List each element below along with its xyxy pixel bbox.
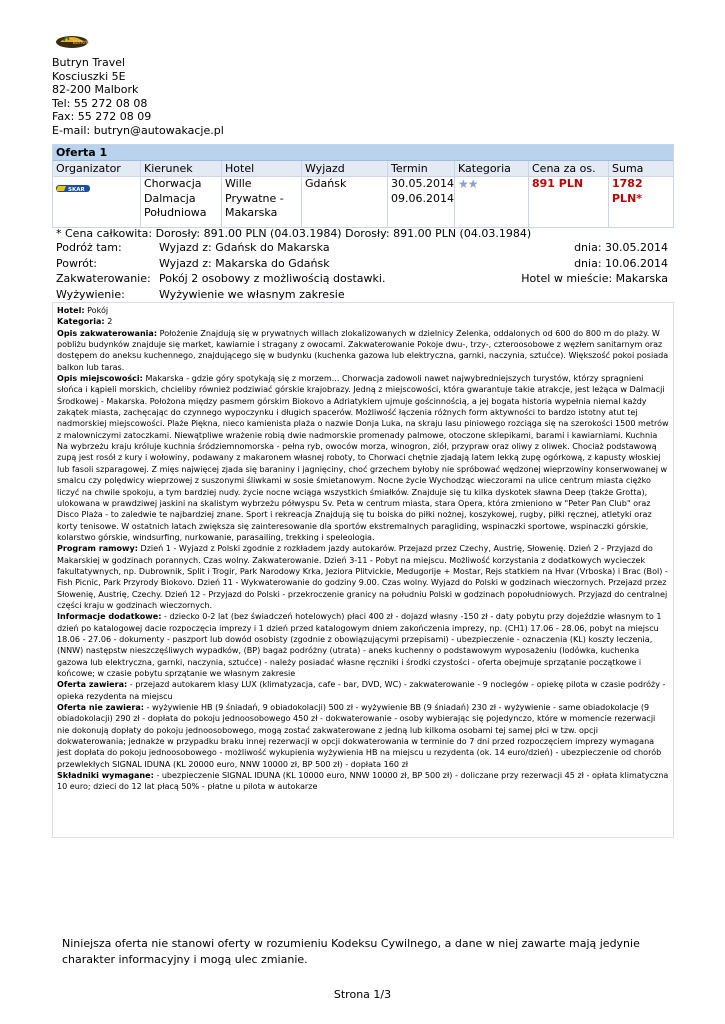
hotel-cell: [221, 177, 301, 227]
agency-fax: Fax: 55 272 08 09: [52, 110, 152, 124]
detail-category: [57, 316, 669, 327]
outbound-row: [56, 240, 668, 256]
header-term: Termin: [387, 161, 454, 177]
hotel-line: Wille: [225, 177, 252, 190]
hotel-line: Makarska: [225, 206, 278, 219]
page-number: Strona 1/3: [333, 988, 392, 1001]
detail-includes: [57, 679, 669, 702]
return-row: [56, 256, 668, 272]
detail-additional-label: Informacje dodatkowe:: [57, 612, 162, 622]
detail-category-label: Kategoria:: [57, 317, 105, 327]
return-value: Wyjazd z: Makarska do Gdańsk: [159, 256, 330, 270]
detail-includes-label: Oferta zawiera:: [57, 680, 128, 690]
agency-email: E-mail: butryn@autowakacje.pl: [52, 123, 224, 137]
direction-line: Chorwacja: [144, 177, 202, 190]
agency-city: 82-200 Malbork: [52, 83, 139, 97]
trip-info: [56, 240, 668, 302]
outbound-label: Podróż tam:: [56, 241, 122, 254]
return-date: dnia: 10.06.2014: [574, 256, 668, 270]
direction-line: Południowa: [144, 206, 207, 219]
agency-contact: [52, 56, 224, 138]
butryn-travel-logo: [54, 30, 90, 50]
detail-accommodation-text: Położenie Znajdują się w prywatnych willach zlokalizowanych w dzielnicy Zelenka, oddalonych od 600 do 800 m do plaży. W pobliżu budynków znajduje się market, kawiarnie i stragany z owocami. Zakwaterowanie Pokoje dwu-, trzy-, czteroosobowe z węzłem sanitarnym oraz dostępem do aneksu kuchennego, znajdującego się w budynku (kuchenka gazowa lub elektryczna, garnki, naczynia, sztućce). Większość pokoi posiada balkon lub taras.: [57, 328, 669, 372]
board-row: [56, 287, 668, 303]
accommodation-label: Zakwaterowanie:: [56, 272, 151, 285]
detail-accommodation: [57, 328, 669, 373]
agency-name: Butryn Travel: [52, 56, 126, 69]
board-label: Wyżywienie:: [56, 287, 125, 301]
detail-additional: [57, 611, 669, 679]
category-cell: [454, 177, 528, 227]
detail-accommodation-label: Opis zakwaterowania:: [57, 328, 158, 338]
header-departure: Wyjazd: [301, 161, 387, 177]
offer-table-header: [53, 161, 673, 177]
hotel-line: Prywatne -: [225, 191, 284, 205]
offer-row: [53, 177, 673, 227]
detail-hotel-label: Hotel:: [57, 306, 85, 315]
organizer-cell: [53, 177, 140, 227]
outbound-date: dnia: 30.05.2014: [574, 241, 668, 254]
category-stars-icon: ★★: [458, 177, 478, 191]
detail-hotel-value: Pokój: [84, 306, 109, 315]
departure-city: Gdańsk: [305, 177, 347, 190]
total-price-breakdown: * Cena całkowita: Dorosły: 891.00 PLN (04.03.1984) Dorosły: 891.00 PLN (04.03.1984): [56, 227, 532, 240]
detail-mandatory: [57, 770, 669, 793]
header-direction: Kierunek: [140, 161, 221, 177]
term-start-date: 30.05.2014: [391, 177, 454, 190]
offer-details: [52, 302, 674, 838]
detail-program: [57, 543, 669, 611]
agency-phone: Tel: 55 272 08 08: [52, 96, 148, 110]
detail-place-text: Makarska - gdzie góry spotykają się z morzem... Chorwacja zadowoli nawet najwybredniejszych turystów, którzy spragnieni słońca i kąpieli morskich, chcieliby również podziwiać górskie krajobrazy. Jedną z miejscowości, która gwarantuje takie atrakcje, jest leżąca w Dalmacji Środkowej - Makarska. Położona między pasmem górskim Biokovo a Adriatykiem ujmuje gościnnością, a jej bogata historia wypełnia niemal każdy zakątek miasta, zachęcając do czynnego wypoczynku i długich spacerów. Możliwość łączenia różnych form aktywności to bardzo istotny atut tej nadmorskiej miejscowości. Plaże Piękna, nieco kamienista plaża o nazwie Donja Luka, na skraju lasu piniowego rozciąga się na szerokości 1500 metrów z malowniczymi zatoczkami. Niewątpliwe wrażenie robią dwie nadmorskie promenady palmowe, otoczone sklepikami, barami i kawiarniami. Kuchnia Na wybrzeżu kraju króluje kuchnia śródziemnomorska - pełna ryb, owoców morza, winogron, ziół, przypraw oraz oliwy z oliwek. Chociaż podstawową zupą jest rosół z kury i wołowiny, podawany z makaronem własnej roboty, to Chorwaci chętnie zjadają latem lekką zupę ogórkową, z kapusty włoskiej lub fasoli szparagowej. Z mięs najwięcej zjada się baraniny i jagnięciny, choć grzechem byłoby nie spróbować wędzonej wieprzowiny konserwowanej w smalcu czy polędwicy wieprzowej z suszonymi śliwkami w sosie śmietanowym. Nocne życie Wychodząc wieczorami na ulice centrum miasta ciężko liczyć na chwile spokoju, a tym bardziej nudy. życie nocne wciąga wszystkich śmiałków. Znajduje się tu kilka dyskotek sławna Deep (także Grotta), ulokowana w prawdziwej jaskini na skalistym wybrzeżu półwyspu Sv. Peta w centrum miasta, stara Opera, która zmieniono w "Peter Pan Club" oraz Disco Plaża - to zaledwie te najbardziej znane. Sport i rekreacja Znajdują się tu boiska do piłki nożnej, koszykowej, rugby, piłki ręcznej, atletyki oraz korty tenisowe. W ostatnich latach zwiększa się zainteresowanie dla sportów ekstremalnych paragliding, wspinaczki sportowe, wspinaczki górskie, kolarstwo górskie, windsurfing, nurkowanie, parasailing, trekking i speleologia.: [57, 374, 669, 542]
departure-cell: [301, 177, 387, 227]
detail-place: [57, 373, 669, 543]
svg-text:SKAR: SKAR: [68, 187, 85, 193]
detail-mandatory-label: Składniki wymagane:: [57, 771, 154, 781]
header-price-per-person: Cena za os.: [528, 161, 608, 177]
accommodation-row: [56, 271, 668, 287]
outbound-value: Wyjazd z: Gdańsk do Makarska: [159, 241, 330, 254]
accommodation-value: Pokój 2 osobowy z możliwością dostawki.: [159, 272, 386, 285]
svg-text:BUTRYN: BUTRYN: [73, 40, 90, 45]
return-label: Powrót:: [56, 256, 97, 270]
detail-category-value: 2: [104, 317, 113, 327]
detail-mandatory-text: - ubezpieczenie SIGNAL IDUNA (KL 10000 euro, NNW 10000 zł, BP 500 zł) - doliczane przy rezerwacji 45 zł - opłata klimatyczna 10 euro; dzieci do 12 lat płacą 50% - płatne u pilota w autokarze: [57, 771, 669, 792]
direction-cell: [140, 177, 221, 227]
board-value: Wyżywienie we własnym zakresie: [159, 287, 345, 301]
detail-excludes: [57, 702, 669, 770]
offer-title: Oferta 1: [53, 145, 673, 161]
detail-program-text: Dzień 1 - Wyjazd z Polski zgodnie z rozkładem jazdy autokarów. Przejazd przez Czechy, Austrię, Słowenię. Dzień 2 - Przyjazd do Makarskiej w godzinach porannych. Czas wolny. Zakwaterowanie. Dzień 3-11 - Pobyt na miejscu. Możliwość korzystania z dodatkowych wycieczek fakultatywnych, np. Dubrownik, Split i Trogir, Park Narodowy Krka, Jeziora Plitvickie, Medugorije + Mostar, Rejs statkiem na Hvar (Vrboska) i Brac (Bol) - Fish Picnic, Park Przyrody Biokovo. Dzień 11 - Wykwaterowanie do godziny 9.00. Czas wolny. Wyjazd do Polski w godzinach wieczornych. Przejazd przez Słowenię, Austrię, Czechy. Dzień 12 - Przyjazd do Polski - przekroczenie granicy na południu Polski w godzinach popołudniowych. Przyjazd do centralnej części kraju w godzinach wieczornych.: [57, 544, 668, 610]
term-end-date: 09.06.2014: [391, 191, 454, 205]
term-cell: [387, 177, 454, 227]
price-per-person: 891 PLN: [532, 177, 584, 190]
disclaimer: Niniejsza oferta nie stanowi oferty w rozumieniu Kodeksu Cywilnego, a dane w niej zawarte mają jedynie charakter informacyjny i mogą ulec zmianie.: [62, 937, 640, 966]
detail-excludes-label: Oferta nie zawiera:: [57, 703, 144, 713]
header-total: Suma: [608, 161, 673, 177]
detail-includes-text: - przejazd autokarem klasy LUX (klimatyzacja, cafe - bar, DVD, WC) - zakwaterowanie - 9 noclegów - opiekę pilota w czasie podróży - opieka rezydenta na miejscu: [57, 680, 666, 701]
header-category: Kategoria: [454, 161, 528, 177]
total-cell: [608, 177, 673, 227]
price-cell: [528, 177, 608, 227]
agency-street: Kosciuszki 5E: [52, 69, 126, 83]
detail-program-label: Program ramowy:: [57, 544, 138, 554]
header-hotel: Hotel: [221, 161, 301, 177]
offer-table: [52, 144, 674, 228]
detail-additional-text: - dziecko 0-2 lat (bez świadczeń hotelowych) płaci 400 zł - dojazd własny -150 zł - daty pobytu przy dojeździe własnym to 1 dzień po katalogowej dacie rozpoczęcia imprezy i 1 dzień przed katalogowym dniem zakończenia imprezy, np. (CH1) 17.06 - 28.06, pobyt na miejscu 18.06 - 27.06 - dokumenty - paszport lub dowód osobisty (zgodnie z obowiązującymi przepisami) - ubezpieczenie - oznaczenia (KL) koszty leczenia, (NNW) następstw nieszczęśliwych wypadków, (BP) bagaż podróżny (utrata) - aneks kuchenny o podstawowym wyposażeniu (lodówka, kuchenka gazowa lub elektryczna, garnki, naczynia, sztućce) - należy posiadać własne ręczniki i środki czystości - oferta obejmuje sprzątanie początkowe i końcowe; w czasie pobytu sprzątanie we własnym zakresie: [57, 612, 662, 678]
detail-place-label: Opis miejscowości:: [57, 374, 143, 384]
detail-excludes-text: - wyżywienie HB (9 śniadań, 9 obiadokolacji) 500 zł - wyżywienie BB (9 śniadań) 230 zł - wyżywienie - same obiadokolacje (9 obiadokolacji) 290 zł - dopłata do pokoju jednoosobowego 450 zł - dokwaterowanie - osoby wybierając się pojedynczo, które w momencie rezerwacji nie dokonują dopłaty do pokoju jednoosobowego, mogą zostać zakwaterowane z jedną lub kilkoma osobami tej samej płci w tzw. opcji dokwaterowania; jednakże w przypadku braku innej rezerwacji w opcji dokwaterowania w terminie do 7 dni przed rozpoczęciem imprezy wymagana jest dopłata do pokoju jednoosobowego - możliwość wykupienia wyżywienia HB na miejscu u rezydenta (ok. 14 euro/dzień) - ubezpieczenie od chorób przewlekłych SIGNAL IDUNA (KL 20000 euro, NNW 10000 zł, BP 500 zł) - dopłata 160 zł: [57, 703, 662, 769]
header-organizer: Organizator: [53, 161, 140, 177]
direction-line: Dalmacja: [144, 191, 196, 205]
total-price: 1782 PLN*: [612, 177, 643, 205]
detail-hotel: [57, 305, 669, 316]
skar-logo: [56, 183, 90, 194]
hotel-city: Hotel w mieście: Makarska: [521, 272, 668, 285]
